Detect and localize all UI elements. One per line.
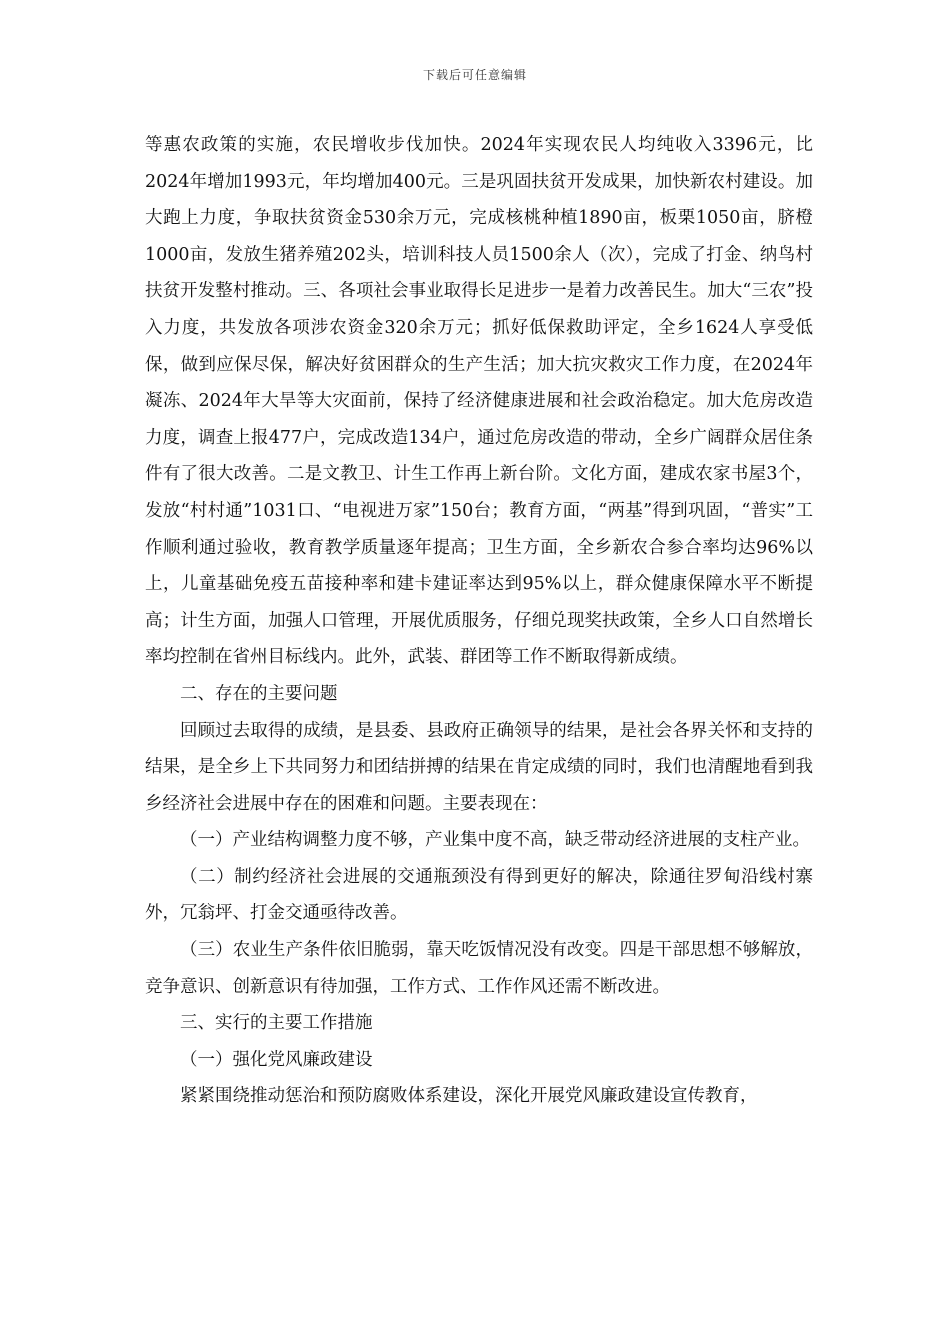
section-heading-problems: 二、存在的主要问题	[180, 683, 338, 704]
paragraph-review: 回顾过去取得的成绩，是县委、县政府正确领导的结果，是社会各界关怀和支持的结果，是全乡上下共同努力和团结拼搏的结果在肯定成绩的同时，我们也清醒地看到我乡经济社会进展中存在的困难和问题。主要表现在：	[145, 720, 813, 814]
paragraph-party-building: 紧紧围绕推动惩治和预防腐败体系建设，深化开展党风廉政建设宣传教育，	[180, 1086, 758, 1107]
document-body	[145, 127, 813, 1115]
paragraph-continued: 等惠农政策的实施，农民增收步伐加快。2024年实现农民人均纯收入3396元，比2024年增加1993元，年均增加400元。三是巩固扶贫开发成果，加快新农村建设。加大跑上力度，争取扶贫资金530余万元，完成核桃种植1890亩，板栗1050亩，脐橙1000亩，发放生猪养殖202头，培训科技人员1500余人（次），完成了打金、纳鸟村扶贫开发整村推动。三、各项社会事业取得长足进步一是着力改善民生。加大“三农”投入力度，共发放各项涉农资金320余万元；抓好低保救助评定，全乡1624人享受低保，做到应保尽保，解决好贫困群众的生产生活；加大抗灾救灾工作力度，在2024年凝冻、2024年大旱等大灾面前，保持了经济健康进展和社会政治稳定。加大危房改造力度，调查上报477户，完成改造134户，通过危房改造的带动，全乡广阔群众居住条件有了很大改善。二是文教卫、计生工作再上新台阶。文化方面，建成农家书屋3个，发放“村村通”1031口、“电视进万家”150台；教育方面，“两基”得到巩固，“普实”工作顺利通过验收，教育教学质量逐年提高；卫生方面，全乡新农合参合率均达96%以上，儿童基础免疫五苗接种率和建卡建证率达到95%以上，群众健康保障水平不断提高；计生方面，加强人口管理，开展优质服务，仔细兑现奖扶政策，全乡人口自然增长率均控制在省州目标线内。此外，武装、群团等工作不断取得新成绩。	[145, 135, 813, 668]
problem-item-2: （二）制约经济社会进展的交通瓶颈没有得到更好的解决，除通往罗甸沿线村寨外，冗翁坪、打金交通亟待改善。	[145, 866, 813, 924]
subsection-heading-party: （一）强化党风廉政建设	[180, 1049, 373, 1070]
problem-item-3: （三）农业生产条件依旧脆弱，靠天吃饭情况没有改变。四是干部思想不够解放，竞争意识、创新意识有待加强，工作方式、工作作风还需不断改进。	[145, 940, 813, 997]
section-heading-measures: 三、实行的主要工作措施	[180, 1013, 373, 1034]
problem-item-1: （一）产业结构调整力度不够，产业集中度不高，缺乏带动经济进展的支柱产业。	[180, 830, 810, 851]
page-header: 下载后可任意编辑	[422, 68, 527, 82]
